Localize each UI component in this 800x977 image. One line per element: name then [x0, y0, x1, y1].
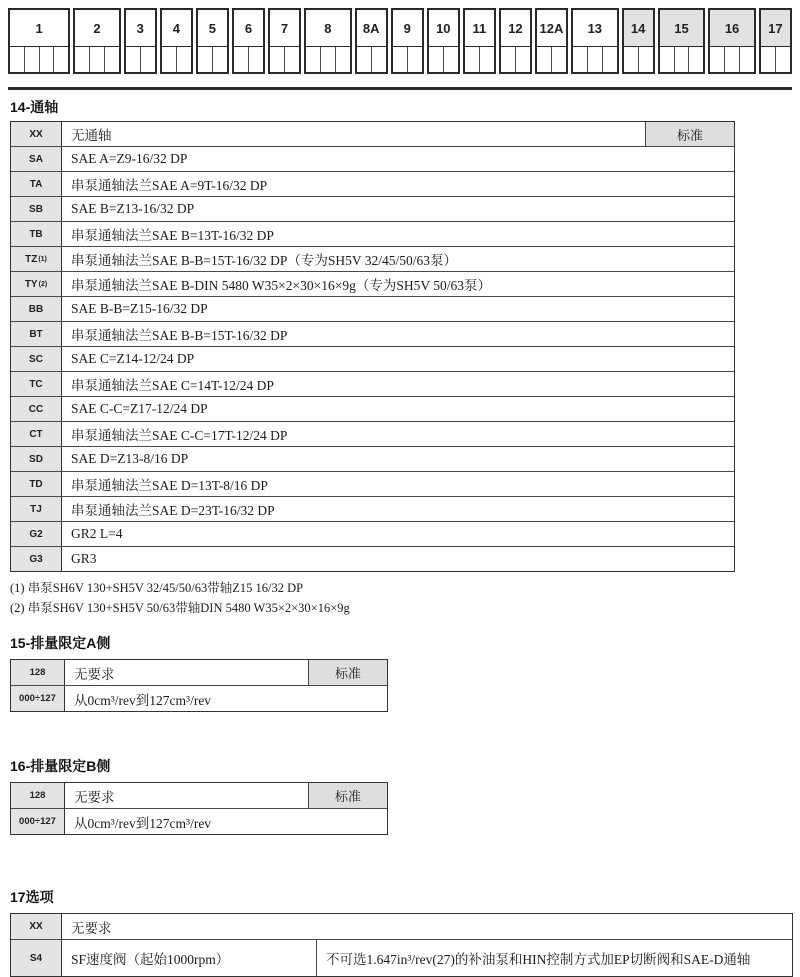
code-box-label: 15	[660, 10, 704, 47]
code-box-cell	[573, 47, 587, 72]
code-box-cell	[515, 47, 530, 72]
options-table	[10, 659, 388, 712]
code-box-14	[622, 8, 655, 74]
footnote-ref: (1)	[38, 255, 47, 263]
option-code: 128	[11, 660, 65, 685]
code-box-cell	[775, 47, 790, 72]
code-box-cell	[234, 47, 248, 72]
code-box-label: 7	[270, 10, 299, 47]
option-description: SAE B=Z13-16/32 DP	[62, 197, 734, 221]
code-box-4	[160, 8, 193, 74]
table-row	[11, 122, 734, 146]
code-box-cell	[10, 47, 24, 72]
section-title: 15-排量限定A侧	[10, 635, 111, 651]
code-box-13	[571, 8, 619, 74]
option-description: GR2 L=4	[62, 522, 734, 546]
code-box-8A	[355, 8, 388, 74]
option-code: CC	[11, 397, 62, 421]
option-description: 串泵通轴法兰SAE B-DIN 5480 W35×2×30×16×9g（专为SH5V 50/63泵）	[62, 272, 734, 296]
code-box-label: 14	[624, 10, 653, 47]
option-description: 串泵通轴法兰SAE A=9T-16/32 DP	[62, 172, 734, 196]
table-row	[11, 496, 734, 521]
code-box-11	[463, 8, 496, 74]
code-box-cell	[24, 47, 39, 72]
code-box-cell	[357, 47, 371, 72]
option-code: TC	[11, 372, 62, 396]
code-box-cell	[587, 47, 602, 72]
option-description: 串泵通轴法兰SAE B-B=15T-16/32 DP	[62, 322, 734, 346]
section-title: 17选项	[10, 889, 54, 905]
footnote: (2) 串泵SH6V 130+SH5V 50/63带轴DIN 5480 W35×2×30×16×9g	[10, 601, 350, 615]
option-description: SF速度阀（起始1000rpm）	[62, 940, 316, 976]
table-row	[11, 321, 734, 346]
code-box-cell	[306, 47, 320, 72]
option-code: BT	[11, 322, 62, 346]
section-14	[10, 97, 800, 618]
option-code: TD	[11, 472, 62, 496]
code-box-cell	[761, 47, 775, 72]
code-box-cell	[501, 47, 515, 72]
standard-badge: 标准	[308, 783, 387, 808]
code-box-cells	[624, 47, 653, 72]
standard-badge: 标准	[645, 122, 734, 146]
table-row	[11, 246, 734, 271]
section-title: 14-通轴	[10, 99, 59, 115]
code-box-cells	[393, 47, 422, 72]
table-row	[11, 446, 734, 471]
code-box-cell	[198, 47, 212, 72]
code-box-label: 5	[198, 10, 227, 47]
code-box-6	[232, 8, 265, 74]
code-box-label: 16	[710, 10, 754, 47]
code-box-12	[499, 8, 532, 74]
code-box-cells	[162, 47, 191, 72]
code-box-cell	[248, 47, 263, 72]
options-table	[10, 121, 735, 572]
section-title: 16-排量限定B侧	[10, 758, 111, 774]
code-box-cell	[660, 47, 674, 72]
table-row	[11, 271, 734, 296]
code-box-cells	[501, 47, 530, 72]
option-code: 128	[11, 783, 65, 808]
options-table	[10, 782, 388, 835]
table-row	[11, 296, 734, 321]
option-description: SAE C-C=Z17-12/24 DP	[62, 397, 734, 421]
code-box-cell	[270, 47, 284, 72]
code-box-1	[8, 8, 70, 74]
code-box-label: 13	[573, 10, 617, 47]
section-16	[10, 756, 800, 835]
code-box-9	[391, 8, 424, 74]
option-code: SA	[11, 147, 62, 171]
code-box-cell	[407, 47, 422, 72]
sections-container	[0, 97, 800, 977]
option-description: 串泵通轴法兰SAE C=14T-12/24 DP	[62, 372, 734, 396]
table-row	[11, 396, 734, 421]
section-15	[10, 633, 800, 712]
option-description: SAE B-B=Z15-16/32 DP	[62, 297, 734, 321]
option-code: TZ (1)	[11, 247, 62, 271]
option-description: 无通轴	[62, 122, 645, 146]
table-row	[11, 660, 387, 685]
table-row	[11, 939, 792, 976]
code-box-cells	[126, 47, 155, 72]
code-box-cells	[75, 47, 119, 72]
code-box-cell	[688, 47, 703, 72]
option-code: S4	[11, 940, 62, 976]
code-box-cell	[320, 47, 335, 72]
code-box-cells	[573, 47, 617, 72]
code-box-cells	[198, 47, 227, 72]
code-box-cell	[624, 47, 638, 72]
code-box-label: 17	[761, 10, 790, 47]
table-row	[11, 171, 734, 196]
option-code: TJ	[11, 497, 62, 521]
table-row	[11, 421, 734, 446]
code-box-cells	[761, 47, 790, 72]
code-box-cells	[429, 47, 458, 72]
code-box-cell	[75, 47, 89, 72]
code-box-cell	[39, 47, 54, 72]
code-box-cells	[270, 47, 299, 72]
option-code: TB	[11, 222, 62, 246]
option-description: 串泵通轴法兰SAE C-C=17T-12/24 DP	[62, 422, 734, 446]
code-box-cell	[335, 47, 350, 72]
code-box-label: 4	[162, 10, 191, 47]
code-box-label: 8A	[357, 10, 386, 47]
code-box-cell	[479, 47, 494, 72]
code-box-cell	[393, 47, 407, 72]
code-box-5	[196, 8, 229, 74]
footnote-ref: (2)	[38, 280, 48, 288]
code-box-cell	[537, 47, 551, 72]
code-box-cells	[357, 47, 386, 72]
footnote: (1) 串泵SH6V 130+SH5V 32/45/50/63带轴Z15 16/32 DP	[10, 581, 304, 595]
option-code: XX	[11, 914, 62, 939]
option-code: SC	[11, 347, 62, 371]
code-box-16	[708, 8, 756, 74]
table-row	[11, 346, 734, 371]
code-box-7	[268, 8, 301, 74]
code-box-cell	[162, 47, 176, 72]
code-box-label: 12A	[537, 10, 566, 47]
code-box-cell	[739, 47, 754, 72]
section-17	[10, 887, 800, 977]
code-box-cell	[126, 47, 140, 72]
code-box-cell	[176, 47, 191, 72]
table-row	[11, 783, 387, 808]
option-description: 无要求	[62, 914, 792, 939]
option-description: SAE A=Z9-16/32 DP	[62, 147, 734, 171]
code-box-label: 2	[75, 10, 119, 47]
table-row	[11, 146, 734, 171]
option-code: SD	[11, 447, 62, 471]
page	[0, 8, 800, 977]
code-box-cells	[537, 47, 566, 72]
code-box-cell	[551, 47, 566, 72]
code-box-cells	[710, 47, 754, 72]
code-box-cell	[710, 47, 724, 72]
code-box-label: 12	[501, 10, 530, 47]
code-box-cells	[10, 47, 68, 72]
table-row	[11, 685, 387, 711]
option-code: BB	[11, 297, 62, 321]
code-box-cell	[602, 47, 617, 72]
table-row	[11, 808, 387, 834]
option-description: 串泵通轴法兰SAE D=13T-8/16 DP	[62, 472, 734, 496]
table-row	[11, 196, 734, 221]
code-box-cell	[53, 47, 68, 72]
table-row	[11, 521, 734, 546]
code-box-15	[658, 8, 706, 74]
code-box-label: 6	[234, 10, 263, 47]
code-box-cell	[674, 47, 689, 72]
table-row	[11, 471, 734, 496]
option-description: 无要求	[65, 783, 308, 808]
footnotes	[10, 578, 800, 618]
table-row	[11, 546, 734, 571]
code-box-cell	[429, 47, 443, 72]
code-box-cell	[465, 47, 479, 72]
table-row	[11, 914, 792, 939]
option-code: TY (2)	[11, 272, 62, 296]
option-code: XX	[11, 122, 62, 146]
code-box-cells	[465, 47, 494, 72]
code-box-cell	[724, 47, 739, 72]
option-description: SAE D=Z13-8/16 DP	[62, 447, 734, 471]
option-code: TA	[11, 172, 62, 196]
code-box-2	[73, 8, 121, 74]
table-row	[11, 371, 734, 396]
option-description: 串泵通轴法兰SAE B=13T-16/32 DP	[62, 222, 734, 246]
option-code: G3	[11, 547, 62, 571]
option-code: G2	[11, 522, 62, 546]
code-box-label: 1	[10, 10, 68, 47]
code-box-cell	[371, 47, 386, 72]
option-description: 无要求	[65, 660, 308, 685]
code-box-cell	[104, 47, 119, 72]
options-table	[10, 913, 793, 977]
code-box-cell	[89, 47, 104, 72]
code-box-cells	[234, 47, 263, 72]
option-description: 串泵通轴法兰SAE B-B=15T-16/32 DP（专为SH5V 32/45/50/63泵）	[62, 247, 734, 271]
standard-badge: 标准	[308, 660, 387, 685]
code-box-cell	[140, 47, 155, 72]
option-description: 串泵通轴法兰SAE D=23T-16/32 DP	[62, 497, 734, 521]
option-description: SAE C=Z14-12/24 DP	[62, 347, 734, 371]
table-row	[11, 221, 734, 246]
code-box-10	[427, 8, 460, 74]
option-description: 从0cm³/rev到127cm³/rev	[65, 686, 387, 711]
code-box-cells	[660, 47, 704, 72]
code-box-cell	[443, 47, 458, 72]
code-box-cell	[212, 47, 227, 72]
code-box-label: 3	[126, 10, 155, 47]
model-code-strip	[8, 8, 792, 74]
horizontal-divider	[8, 87, 792, 90]
code-box-3	[124, 8, 157, 74]
code-box-label: 11	[465, 10, 494, 47]
code-box-cell	[638, 47, 653, 72]
option-description: 从0cm³/rev到127cm³/rev	[65, 809, 387, 834]
option-description: GR3	[62, 547, 734, 571]
code-box-8	[304, 8, 352, 74]
code-box-12A	[535, 8, 568, 74]
option-code: 000÷127	[11, 809, 65, 834]
code-box-17	[759, 8, 792, 74]
code-box-label: 10	[429, 10, 458, 47]
code-box-label: 8	[306, 10, 350, 47]
code-box-label: 9	[393, 10, 422, 47]
option-code: 000÷127	[11, 686, 65, 711]
code-box-cell	[284, 47, 299, 72]
option-code: CT	[11, 422, 62, 446]
code-box-cells	[306, 47, 350, 72]
option-code: SB	[11, 197, 62, 221]
option-note: 不可选1.647in³/rev(27)的补油泵和HIN控制方式加EP切断阀和SAE-D通轴	[316, 940, 792, 976]
